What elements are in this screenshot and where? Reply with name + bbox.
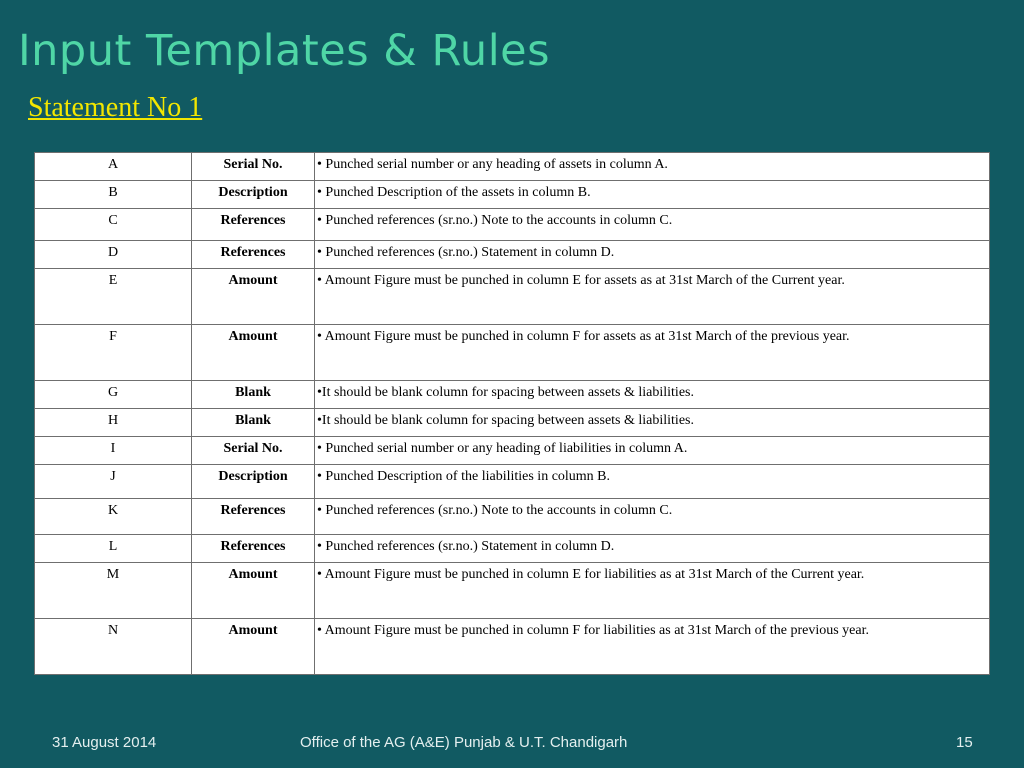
table-row xyxy=(35,209,990,241)
rule-description-cell: • Punched references (sr.no.) Statement in column D. xyxy=(315,241,990,269)
table-row xyxy=(35,153,990,181)
table-row xyxy=(35,619,990,675)
page-number: 15 xyxy=(956,734,973,751)
field-type-cell: Amount xyxy=(192,563,315,619)
table-row xyxy=(35,325,990,381)
rule-description-cell: •It should be blank column for spacing between assets & liabilities. xyxy=(315,381,990,409)
column-letter-cell: J xyxy=(35,465,192,499)
rule-description-cell: • Punched serial number or any heading of assets in column A. xyxy=(315,153,990,181)
column-letter-cell: B xyxy=(35,181,192,209)
footer-office: Office of the AG (A&E) Punjab & U.T. Chandigarh xyxy=(300,734,628,751)
table-row xyxy=(35,409,990,437)
table-row xyxy=(35,381,990,409)
rule-description-cell: • Punched Description of the assets in column B. xyxy=(315,181,990,209)
column-letter-cell: F xyxy=(35,325,192,381)
rule-description-cell: • Amount Figure must be punched in column F for liabilities as at 31st March of the previous year. xyxy=(315,619,990,675)
rule-description-cell: •It should be blank column for spacing between assets & liabilities. xyxy=(315,409,990,437)
rule-description-cell: • Amount Figure must be punched in column E for assets as at 31st March of the Current year. xyxy=(315,269,990,325)
column-letter-cell: D xyxy=(35,241,192,269)
field-type-cell: Description xyxy=(192,465,315,499)
table-row xyxy=(35,563,990,619)
field-type-cell: Amount xyxy=(192,269,315,325)
table-row xyxy=(35,241,990,269)
column-letter-cell: H xyxy=(35,409,192,437)
rule-description-cell: • Punched serial number or any heading of liabilities in column A. xyxy=(315,437,990,465)
slide-title: Input Templates & Rules xyxy=(18,26,550,76)
column-letter-cell: C xyxy=(35,209,192,241)
table-row xyxy=(35,437,990,465)
field-type-cell: References xyxy=(192,209,315,241)
table-row xyxy=(35,499,990,535)
column-letter-cell: E xyxy=(35,269,192,325)
field-type-cell: Blank xyxy=(192,409,315,437)
rule-description-cell: • Amount Figure must be punched in column F for assets as at 31st March of the previous year. xyxy=(315,325,990,381)
field-type-cell: Amount xyxy=(192,619,315,675)
column-letter-cell: K xyxy=(35,499,192,535)
rule-description-cell: • Amount Figure must be punched in column E for liabilities as at 31st March of the Current year. xyxy=(315,563,990,619)
column-letter-cell: G xyxy=(35,381,192,409)
slide-subtitle: Statement No 1 xyxy=(28,92,203,123)
rules-table xyxy=(34,152,990,675)
field-type-cell: Description xyxy=(192,181,315,209)
field-type-cell: Blank xyxy=(192,381,315,409)
column-letter-cell: M xyxy=(35,563,192,619)
column-letter-cell: A xyxy=(35,153,192,181)
rule-description-cell: • Punched Description of the liabilities in column B. xyxy=(315,465,990,499)
field-type-cell: Serial No. xyxy=(192,437,315,465)
table-row xyxy=(35,465,990,499)
field-type-cell: References xyxy=(192,241,315,269)
footer-date: 31 August 2014 xyxy=(52,734,157,751)
rule-description-cell: • Punched references (sr.no.) Note to the accounts in column C. xyxy=(315,209,990,241)
field-type-cell: References xyxy=(192,499,315,535)
table-row xyxy=(35,181,990,209)
rule-description-cell: • Punched references (sr.no.) Note to the accounts in column C. xyxy=(315,499,990,535)
field-type-cell: References xyxy=(192,535,315,563)
rules-table-container xyxy=(34,152,990,674)
column-letter-cell: N xyxy=(35,619,192,675)
column-letter-cell: I xyxy=(35,437,192,465)
table-row xyxy=(35,269,990,325)
rule-description-cell: • Punched references (sr.no.) Statement in column D. xyxy=(315,535,990,563)
field-type-cell: Amount xyxy=(192,325,315,381)
table-row xyxy=(35,535,990,563)
column-letter-cell: L xyxy=(35,535,192,563)
field-type-cell: Serial No. xyxy=(192,153,315,181)
